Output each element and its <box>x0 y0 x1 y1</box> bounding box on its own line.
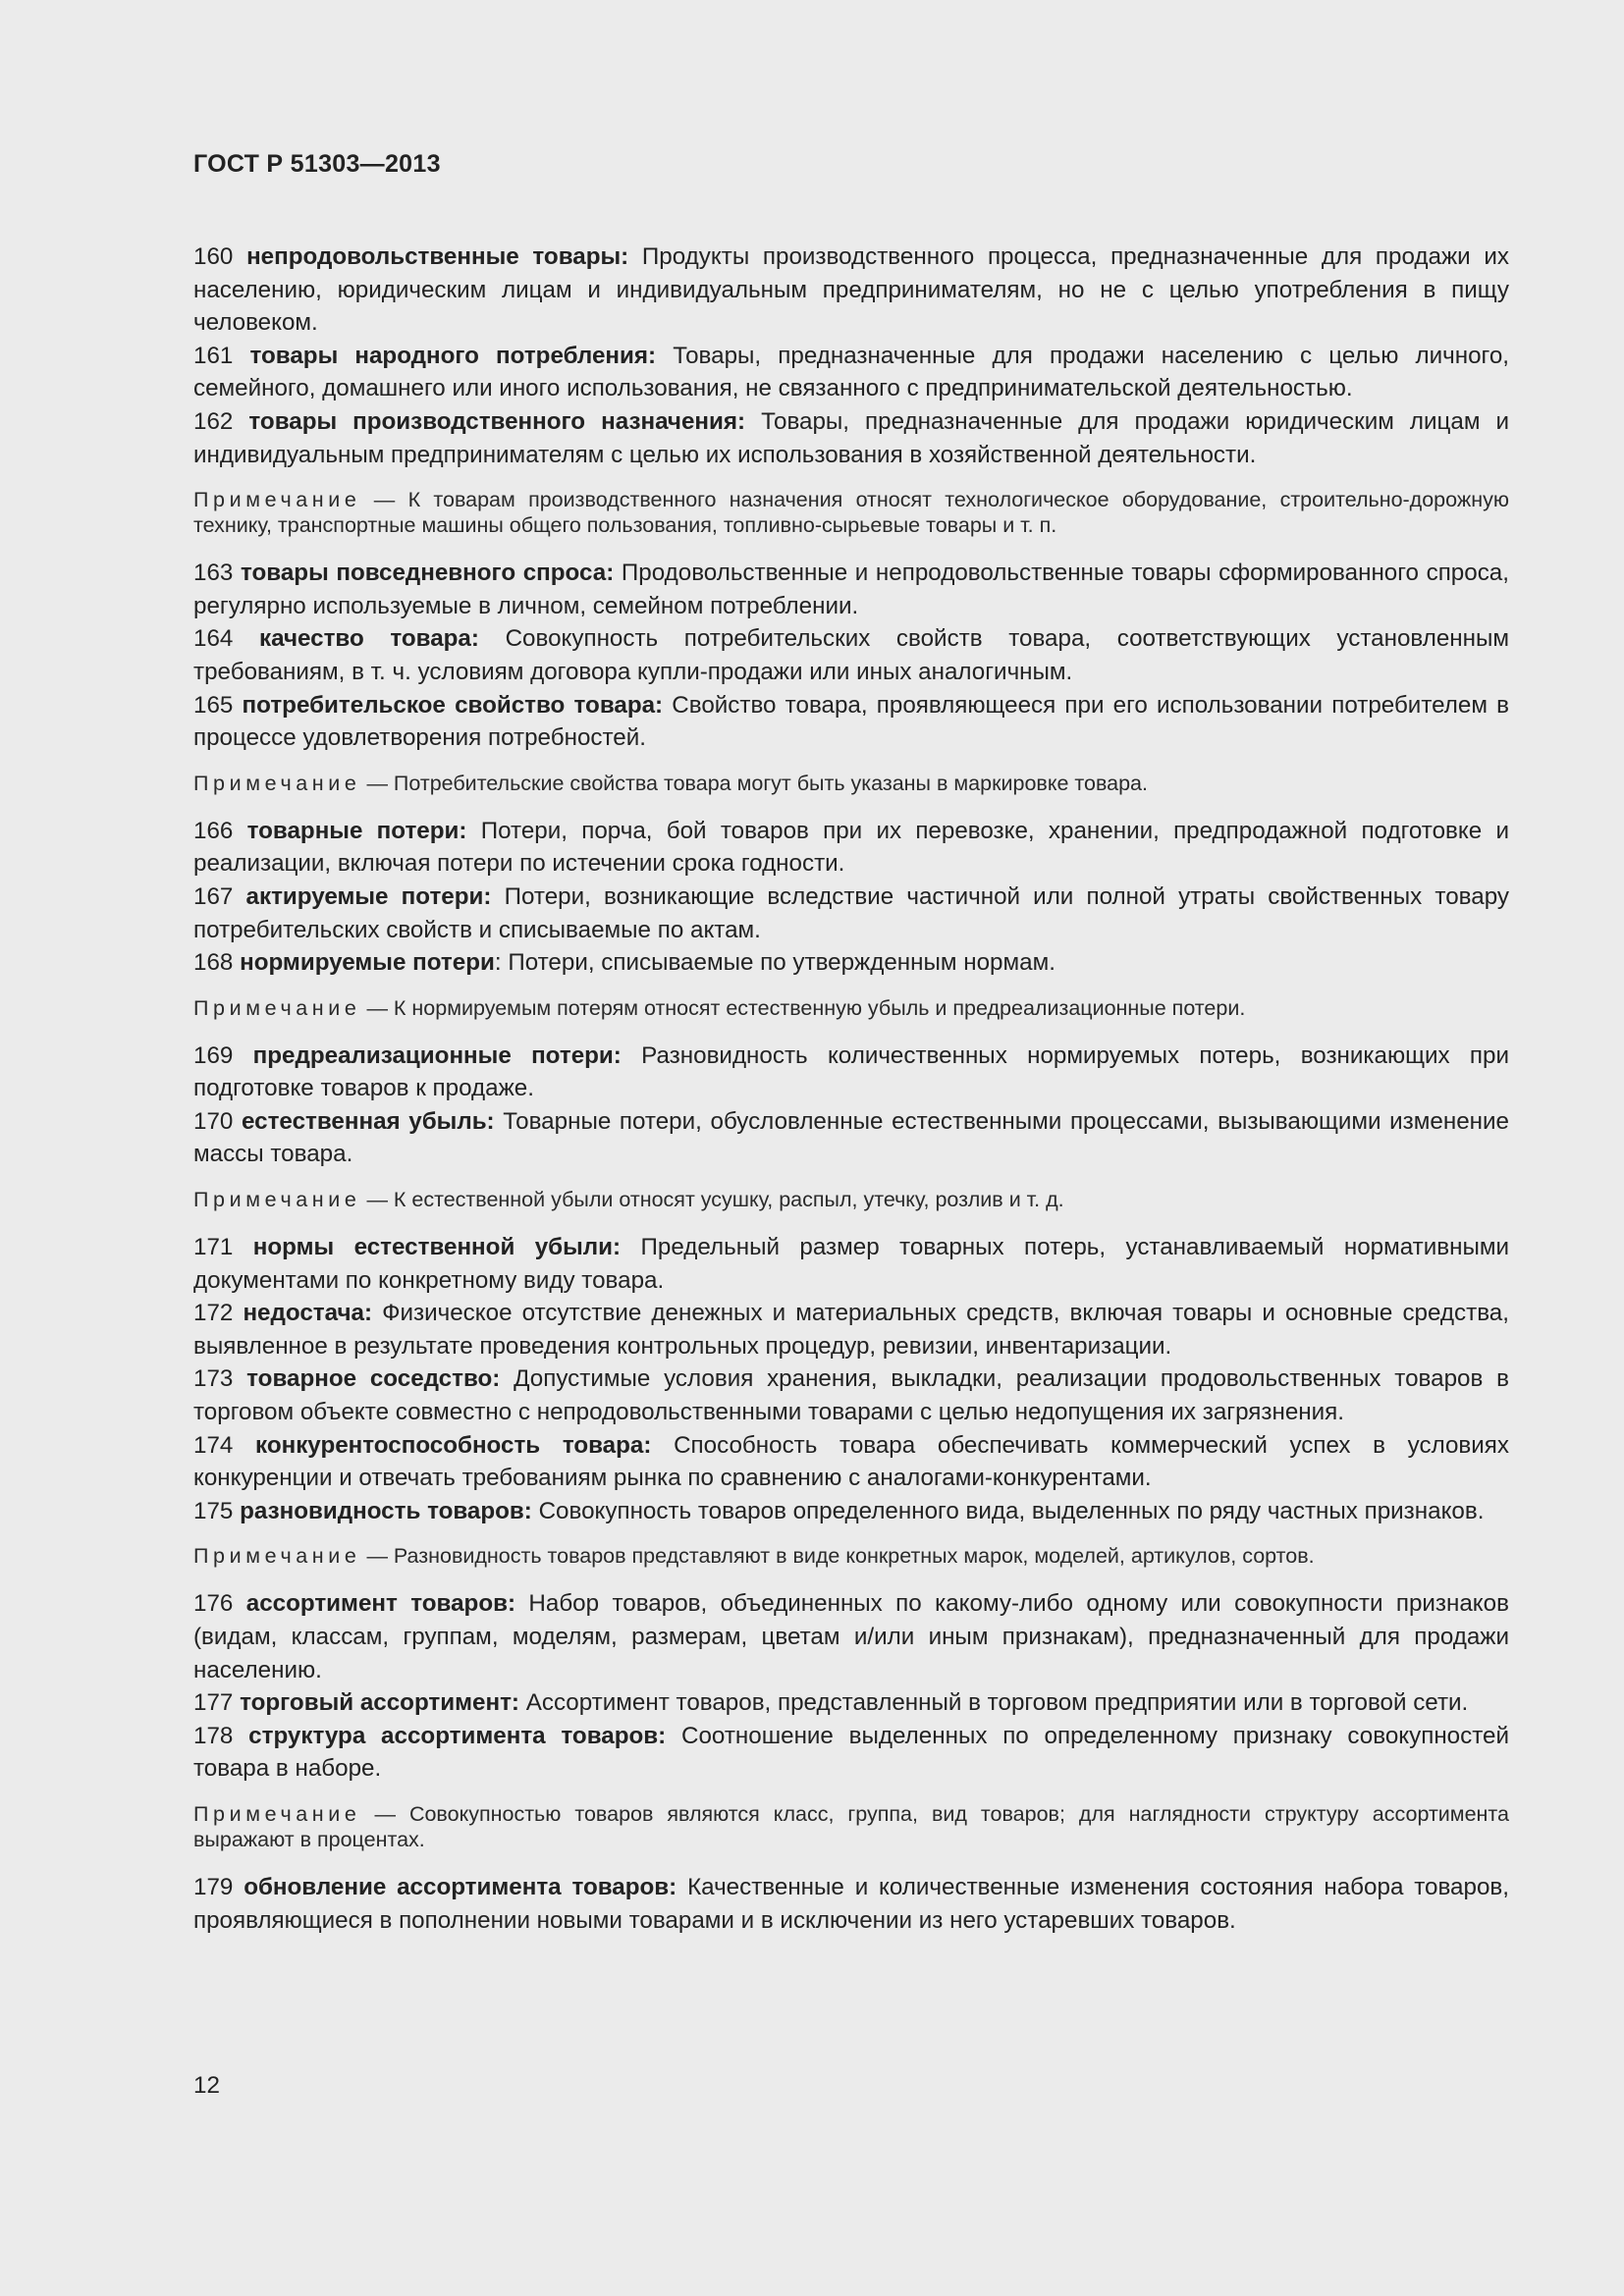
term-entry <box>193 1495 1509 1528</box>
term-entry <box>193 1297 1509 1362</box>
term-title: товары повседневного спроса: <box>240 560 615 587</box>
term-title: торговый ассортимент: <box>240 1689 519 1717</box>
term-number: 165 <box>193 691 234 719</box>
term-title: конкурентоспособность товара: <box>255 1431 652 1459</box>
term-definition: Продовольственные и непродовольственные товары сформированного спроса, регулярно используемые в личном, семейном потреблении. <box>193 560 1509 619</box>
term-title: товары производственного назначения: <box>248 407 746 435</box>
note-label: Примечание <box>193 771 361 795</box>
term-entry <box>193 881 1509 946</box>
term-number: 170 <box>193 1107 234 1135</box>
term-title: непродовольственные товары: <box>246 243 629 270</box>
term-entry <box>193 405 1509 471</box>
term-number: 172 <box>193 1300 234 1327</box>
term-entry <box>193 1871 1509 1937</box>
term-definition: Потери, порча, бой товаров при их перевозке, хранении, предпродажной подготовке и реализации, включая потери по истечении срока годности. <box>193 817 1509 878</box>
term-number: 166 <box>193 817 234 844</box>
term-entry <box>193 1587 1509 1686</box>
note-text: — К товарам производственного назначения относят технологическое оборудование, строительно-дорожную технику, транспортные машины общего пользования, топливно-сырьевые товары и т. п. <box>193 488 1509 538</box>
term-definition: Продукты производственного процесса, предназначенные для продажи их населению, юридическим лицам и индивидуальным предпринимателям, но не с целью употребления в пищу человеком. <box>193 243 1509 337</box>
note <box>193 771 1509 796</box>
note-label: Примечание <box>193 1801 361 1826</box>
note-label: Примечание <box>193 1188 361 1212</box>
term-title: предреализационные потери: <box>252 1041 622 1069</box>
note <box>193 1543 1509 1569</box>
term-title: нормируемые потери <box>240 949 495 977</box>
term-entry <box>193 1362 1509 1428</box>
term-entry <box>193 1720 1509 1786</box>
note-label: Примечание <box>193 1544 361 1569</box>
term-definition: Потери, возникающие вследствие частичной или полной утраты свойственных товару потребительских свойств и списываемые по актам. <box>193 882 1509 943</box>
term-entry <box>193 340 1509 405</box>
note-label: Примечание <box>193 488 361 512</box>
note-text: — Разновидность товаров представляют в виде конкретных марок, моделей, артикулов, сортов. <box>366 1544 1315 1569</box>
term-definition: Ассортимент товаров, представленный в торговом предприятии или в торговой сети. <box>525 1689 1469 1717</box>
term-definition: Допустимые условия хранения, выкладки, реализации продовольственных товаров в торговом объекте совместно с непродовольственными товарами с целью недопущения их загрязнения. <box>193 1365 1509 1426</box>
term-title: естественная убыль: <box>242 1107 495 1135</box>
term-definition: Соотношение выделенных по определенному признаку совокупностей товара в наборе. <box>193 1722 1509 1783</box>
term-number: 163 <box>193 560 234 587</box>
term-number: 168 <box>193 949 234 977</box>
term-title: структура ассортимента товаров: <box>248 1722 667 1749</box>
note <box>193 1801 1509 1852</box>
term-definition: : Потери, списываемые по утвержденным нормам. <box>494 949 1056 977</box>
term-title: нормы естественной убыли: <box>252 1234 622 1261</box>
term-number: 162 <box>193 407 234 435</box>
note <box>193 487 1509 538</box>
term-definition: Совокупность товаров определенного вида, выделенных по ряду частных признаков. <box>538 1497 1485 1524</box>
note-text: — К нормируемым потерям относят естественную убыль и предреализационные потери. <box>366 995 1246 1020</box>
term-definition: Свойство товара, проявляющееся при его использовании потребителем в процессе удовлетворения потребностей. <box>193 691 1509 752</box>
term-title: разновидность товаров: <box>240 1497 532 1524</box>
term-definition: Способность товара обеспечивать коммерческий успех в условиях конкуренции и отвечать требованиям рынка по сравнению с аналогами-конкурентами. <box>193 1431 1509 1492</box>
term-definition: Набор товаров, объединенных по какому-либо одному или совокупности признаков (видам, классам, группам, моделям, размерам, цветам и/или иным признакам), предназначенный для продажи населению. <box>193 1590 1509 1683</box>
term-title: обновление ассортимента товаров: <box>244 1873 677 1900</box>
term-entry <box>193 622 1509 688</box>
term-entry <box>193 1231 1509 1297</box>
terms-list <box>193 240 1509 1937</box>
term-entry <box>193 1105 1509 1171</box>
term-entry <box>193 1429 1509 1495</box>
term-title: товарное соседство: <box>246 1365 501 1393</box>
term-title: недостача: <box>243 1300 373 1327</box>
term-entry <box>193 1686 1509 1720</box>
term-title: потребительское свойство товара: <box>242 691 664 719</box>
term-number: 173 <box>193 1365 234 1393</box>
standard-header: ГОСТ Р 51303—2013 <box>193 150 441 178</box>
term-entry <box>193 557 1509 622</box>
note-text: — Потребительские свойства товара могут быть указаны в маркировке товара. <box>366 771 1148 795</box>
term-title: ассортимент товаров: <box>245 1590 516 1618</box>
term-title: актируемые потери: <box>245 882 492 910</box>
term-number: 177 <box>193 1689 234 1717</box>
term-number: 167 <box>193 882 234 910</box>
term-number: 160 <box>193 243 234 270</box>
term-entry <box>193 1040 1509 1105</box>
term-number: 169 <box>193 1041 234 1069</box>
term-number: 176 <box>193 1590 234 1618</box>
term-definition: Товары, предназначенные для продажи юридическим лицам и индивидуальным предпринимателям с целью их использования в хозяйственной деятельности. <box>193 407 1509 468</box>
note <box>193 995 1509 1021</box>
term-definition: Предельный размер товарных потерь, устанавливаемый нормативными документами по конкретному виду товара. <box>193 1234 1509 1294</box>
term-definition: Совокупность потребительских свойств товара, соответствующих установленным требованиям, в т. ч. условиям договора купли-продажи или иных аналогичным. <box>193 625 1509 685</box>
note-label: Примечание <box>193 995 361 1020</box>
term-number: 174 <box>193 1431 234 1459</box>
term-definition: Товары, предназначенные для продажи населению с целью личного, семейного, домашнего или иного использования, не связанного с предпринимательской деятельностью. <box>193 342 1509 402</box>
term-title: товары народного потребления: <box>249 342 657 369</box>
term-number: 164 <box>193 625 234 653</box>
term-entry <box>193 815 1509 881</box>
term-entry <box>193 689 1509 755</box>
note-text: — К естественной убыли относят усушку, распыл, утечку, розлив и т. д. <box>366 1188 1064 1212</box>
term-title: товарные потери: <box>246 817 467 844</box>
term-number: 161 <box>193 342 234 369</box>
term-entry <box>193 946 1509 980</box>
page-number: 12 <box>193 2072 220 2099</box>
note-text: — Совокупностью товаров являются класс, группа, вид товаров; для наглядности структуру ассортимента выражают в процентах. <box>193 1801 1509 1851</box>
term-definition: Физическое отсутствие денежных и материальных средств, включая товары и основные средства, выявленное в результате проведения контрольных процедур, ревизии, инвентаризации. <box>193 1300 1509 1360</box>
term-entry <box>193 240 1509 340</box>
term-number: 179 <box>193 1873 234 1900</box>
note <box>193 1187 1509 1212</box>
term-number: 175 <box>193 1497 234 1524</box>
term-definition: Качественные и количественные изменения состояния набора товаров, проявляющиеся в пополнении новыми товарами и в исключении из него устаревших товаров. <box>193 1873 1509 1934</box>
term-definition: Разновидность количественных нормируемых потерь, возникающих при подготовке товаров к продаже. <box>193 1041 1509 1102</box>
term-title: качество товара: <box>258 625 479 653</box>
term-number: 171 <box>193 1234 234 1261</box>
document-page <box>193 147 1509 1937</box>
term-definition: Товарные потери, обусловленные естественными процессами, вызывающими изменение массы товара. <box>193 1107 1509 1168</box>
term-number: 178 <box>193 1722 234 1749</box>
